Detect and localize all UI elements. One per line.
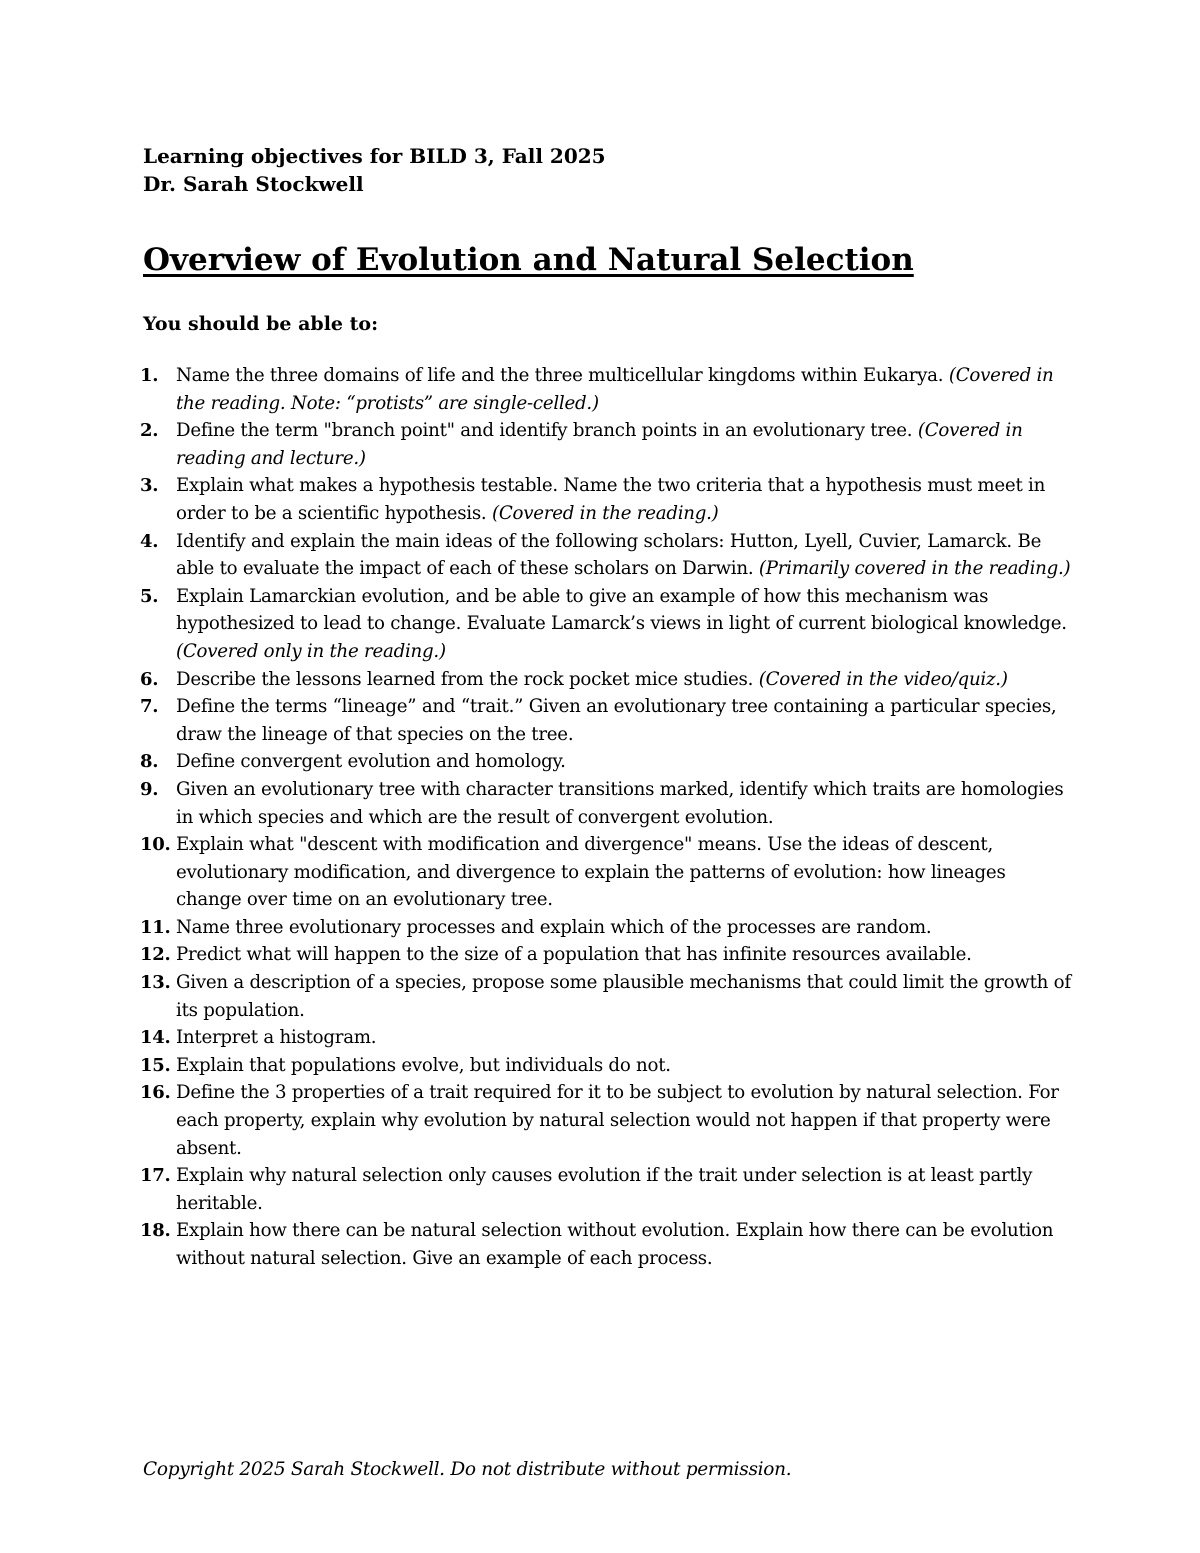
- objective-text: Define the 3 properties of a trait required for it to be subject to evolution by natural selection. For each property, explain why evolution by natural selection would not happen if that property were absent.: [176, 1082, 1059, 1159]
- objective-note: (Covered in reading and lecture.): [176, 420, 1023, 469]
- objective-number: 11.: [140, 916, 171, 938]
- document-header: [143, 142, 1083, 198]
- objective-item: [0, 1052, 1076, 1080]
- objective-text: Interpret a histogram.: [176, 1027, 377, 1049]
- objective-text: Name three evolutionary processes and explain which of the processes are random.: [176, 916, 932, 938]
- objective-item: [0, 1217, 1076, 1272]
- objective-number: 13.: [140, 972, 171, 994]
- objective-number: 2.: [140, 420, 159, 442]
- page-title: Overview of Evolution and Natural Selection: [143, 242, 914, 278]
- objective-number: 17.: [140, 1165, 171, 1187]
- objective-item: [0, 941, 1076, 969]
- objective-text: Explain that populations evolve, but individuals do not.: [176, 1054, 671, 1076]
- objective-text: Identify and explain the main ideas of the following scholars: Hutton, Lyell, Cuvier, Lamarck. Be able to evaluate the impact of each of these scholars on Darwin.: [176, 530, 1042, 580]
- objective-text: Given a description of a species, propose some plausible mechanisms that could limit the growth of its population.: [176, 972, 1071, 1021]
- objective-text: Name the three domains of life and the three multicellular kingdoms within Eukarya.: [176, 365, 944, 386]
- objective-number: 7.: [140, 696, 159, 718]
- objective-text: Explain what "descent with modification and divergence" means. Use the ideas of descent, evolutionary modification, and divergence to explain the patterns of evolution: how lineages change over time on an evolutionary tree.: [176, 834, 1006, 911]
- objective-text: Predict what will happen to the size of a population that has infinite resources available.: [176, 944, 972, 966]
- objective-item: [0, 776, 1076, 831]
- objective-item: [0, 1162, 1076, 1217]
- copyright-footer: Copyright 2025 Sarah Stockwell. Do not distribute without permission.: [143, 1459, 792, 1480]
- objective-item: [0, 914, 1076, 942]
- objective-number: 1.: [140, 365, 159, 386]
- objective-text: Given an evolutionary tree with character transitions marked, identify which traits are homologies in which species and which are the result of convergent evolution.: [176, 778, 1064, 828]
- objective-number: 8.: [140, 751, 159, 773]
- objective-text: Describe the lessons learned from the rock pocket mice studies.: [176, 668, 754, 690]
- objective-item: [0, 362, 1076, 417]
- objective-text: Explain why natural selection only causes evolution if the trait under selection is at least partly heritable.: [176, 1165, 1033, 1214]
- objective-number: 5.: [140, 585, 159, 607]
- objective-number: 12.: [140, 944, 171, 966]
- objective-text: Explain what makes a hypothesis testable. Name the two criteria that a hypothesis must meet in order to be a scientific hypothesis.: [176, 475, 1046, 524]
- objective-note: (Covered in the reading. Note: “protists” are single-celled.): [176, 365, 1054, 414]
- objective-number: 6.: [140, 668, 159, 690]
- objective-text: Define the terms “lineage” and “trait.” Given an evolutionary tree containing a particular species, draw the lineage of that species on the tree.: [176, 696, 1057, 745]
- objectives-list: [0, 362, 1200, 1273]
- objective-note: (Covered in the reading.): [492, 502, 719, 524]
- course-title: Learning objectives for BILD 3, Fall 2025: [143, 144, 606, 168]
- objective-number: 15.: [140, 1054, 171, 1076]
- objective-text: Define the term "branch point" and identify branch points in an evolutionary tree.: [176, 420, 913, 442]
- objective-note: (Covered only in the reading.): [176, 640, 446, 662]
- objective-item: [0, 528, 1076, 583]
- objective-item: [0, 1024, 1076, 1052]
- instructor-name: Dr. Sarah Stockwell: [143, 172, 364, 196]
- objectives-intro: You should be able to:: [143, 313, 379, 335]
- objective-item: [0, 969, 1076, 1024]
- objective-note: (Covered in the video/quiz.): [758, 668, 1008, 690]
- objective-number: 4.: [140, 530, 159, 552]
- objective-number: 10.: [140, 834, 171, 856]
- objective-item: [0, 748, 1076, 776]
- objective-text: Define convergent evolution and homology.: [176, 751, 566, 773]
- objective-item: [0, 831, 1076, 914]
- objective-number: 18.: [140, 1220, 171, 1242]
- objective-item: [0, 583, 1076, 666]
- objective-text: Explain how there can be natural selection without evolution. Explain how there can be evolution without natural selection. Give an example of each process.: [176, 1220, 1054, 1269]
- objective-item: [0, 1079, 1076, 1162]
- objective-item: [0, 693, 1076, 748]
- objective-item: [0, 472, 1076, 527]
- objective-number: 14.: [140, 1027, 171, 1049]
- objective-note: (Primarily covered in the reading.): [758, 558, 1071, 580]
- objective-number: 3.: [140, 475, 159, 497]
- objective-number: 9.: [140, 778, 159, 800]
- objective-item: [0, 417, 1076, 472]
- objective-item: [0, 666, 1076, 694]
- objective-number: 16.: [140, 1082, 171, 1104]
- objective-text: Explain Lamarckian evolution, and be able to give an example of how this mechanism was hypothesized to lead to change. Evaluate Lamarck’s views in light of current biological knowledge.: [176, 585, 1067, 635]
